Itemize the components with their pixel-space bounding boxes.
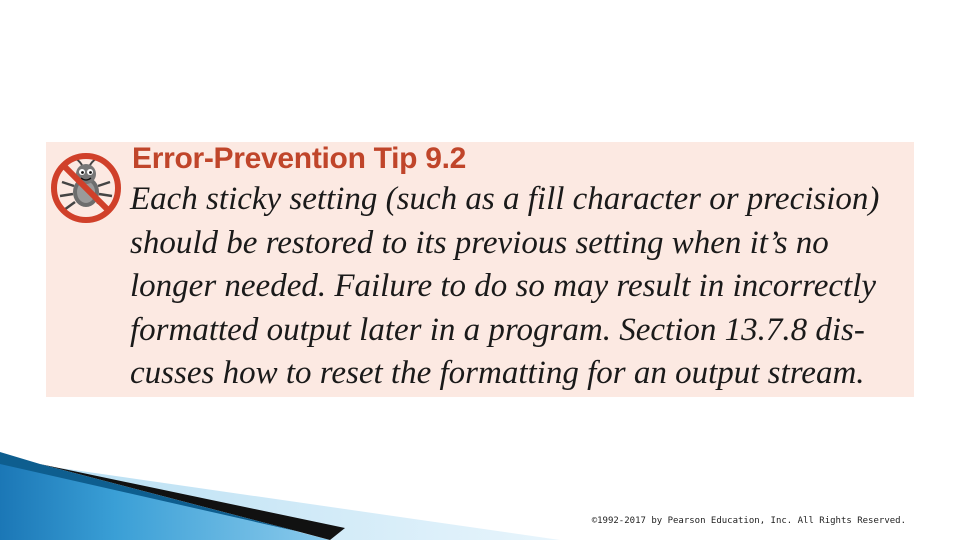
tip-body-line: longer needed. Failure to do so may result in incorrectly xyxy=(130,268,877,304)
tip-body-line: should be restored to its previous setting when it’s no xyxy=(130,224,829,261)
tip-body-line: cusses how to reset the formatting for an output stream. xyxy=(130,355,865,391)
footer-decoration xyxy=(0,450,560,540)
error-prevention-tip-box xyxy=(46,142,914,397)
tip-body-line: formatted output later in a program. Section 13.7.8 dis- xyxy=(130,311,865,348)
no-bug-icon xyxy=(48,150,124,226)
copyright-notice: ©1992-2017 by Pearson Education, Inc. All Rights Reserved. xyxy=(591,516,906,526)
tip-body-line: Each sticky setting (such as a fill character or precision) xyxy=(130,181,880,217)
tip-body xyxy=(130,178,910,396)
tip-title: Error-Prevention Tip 9.2 xyxy=(132,142,467,175)
